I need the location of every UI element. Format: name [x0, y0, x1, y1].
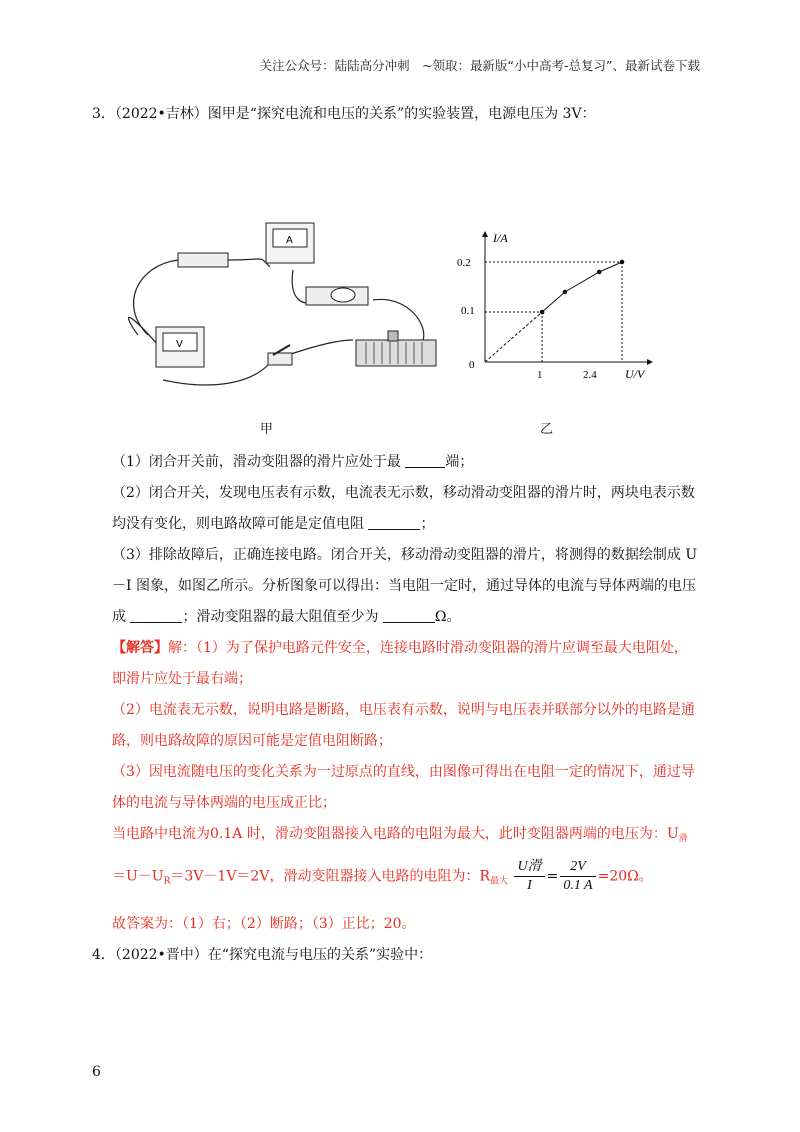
answer-line-4: 路，则电路故障的原因可能是定值电阻断路； — [112, 733, 392, 749]
caption-right: 乙 — [540, 422, 554, 437]
circuit-diagram — [118, 215, 448, 395]
question-3-part-2b: 均没有变化，则电路故障可能是定值电阻 ； — [112, 516, 435, 532]
answer-line-1: 【解答】解：（1）为了保护电路元件安全，连接电路时滑动变阻器的滑片应调至最大电阻处， — [112, 640, 688, 656]
question-3-part-1: （1）闭合开关前，滑动变阻器的滑片应处于最 端； — [112, 454, 474, 470]
question-3-title: 3．（2022•吉林）图甲是“探究电流和电压的关系”的实验装置，电源电压为 3V： — [92, 106, 596, 122]
svg-text:A: A — [286, 235, 293, 246]
page-header: 关注公众号：陆陆高分冲刺 ~领取：最新版“小中高考-总复习”、最新试卷下载 — [259, 58, 700, 73]
answer-final: 故答案为：（1）右；（2）断路；（3）正比；20。 — [112, 916, 416, 932]
data-point-3 — [597, 270, 602, 275]
svg-text:V: V — [176, 339, 183, 350]
data-point-1 — [540, 310, 545, 315]
iu-graph — [455, 228, 655, 388]
y-tick-0: 0.2 — [457, 257, 471, 269]
fraction-2v-over-01a: $\frac{2V}{0.1 A}$ — [560, 858, 595, 895]
answer-line-3: （2）电流表无示数，说明电路是断路，电压表有示数，说明与电压表并联部分以外的电路是通 — [112, 702, 695, 718]
fraction-u-over-i: $\frac{\text{U滑}}{I}$ — [514, 858, 544, 895]
page-number: 6 — [92, 1064, 101, 1080]
x-axis-label: U/V — [625, 367, 645, 381]
x-tick-1: 2.4 — [583, 369, 597, 381]
question-3-part-3b: －I 图象，如图乙所示。分析图象可以得出：当电阻一定时，通过导体的电流与导体两端的电压 — [112, 578, 696, 594]
answer-blank-3[interactable] — [130, 608, 182, 623]
question-3-part-2a: （2）闭合开关，发现电压表有示数，电流表无示数，移动滑动变阻器的滑片时，两块电表示数 — [112, 485, 695, 501]
origin-label: 0 — [469, 359, 475, 371]
question-3-part-3a: （3）排除故障后，正确连接电路。闭合开关，移动滑动变阻器的滑片，将测得的数据绘制成 U — [112, 547, 698, 563]
answer-line-5: （3）因电流随电压的变化关系为一过原点的直线，由图像可得出在电阻一定的情况下，通过导 — [112, 764, 695, 780]
question-4-title: 4．（2022•晋中）在“探究电流与电压的关系”实验中： — [92, 947, 433, 963]
answer-line-2: 即滑片应处于最右端； — [112, 671, 252, 687]
series-line-dashed — [485, 312, 542, 362]
data-point-2 — [563, 290, 568, 295]
answer-tag: 【解答】 — [112, 640, 168, 656]
answer-line-8: $=U-U_R=3V-1V=2V$，滑动变阻器接入电路的电阻为：$R_{最大}$ $\frac{\text{U滑}}{I}$ = $\frac{2V}{0.1 A}$ =20Ω。 — [112, 859, 653, 893]
answer-line-7: 当电路中电流为0.1A 时，滑动变阻器接入电路的电阻为最大，此时变阻器两端的电压为：$U_滑$ — [112, 826, 688, 844]
series-line — [542, 262, 622, 312]
question-3-part-3c: 成 ；滑动变阻器的最大阻值至少为 Ω。 — [112, 609, 461, 625]
y-axis-label: I/A — [493, 231, 508, 245]
x-tick-0: 1 — [537, 369, 543, 381]
caption-left: 甲 — [260, 422, 274, 437]
data-point-4 — [620, 260, 625, 265]
answer-blank-4[interactable] — [383, 608, 435, 623]
answer-blank-2[interactable] — [368, 515, 420, 530]
answer-blank-1[interactable] — [405, 453, 445, 468]
answer-line-6: 体的电流与导体两端的电压成正比； — [112, 795, 336, 811]
y-tick-1: 0.1 — [461, 305, 475, 317]
